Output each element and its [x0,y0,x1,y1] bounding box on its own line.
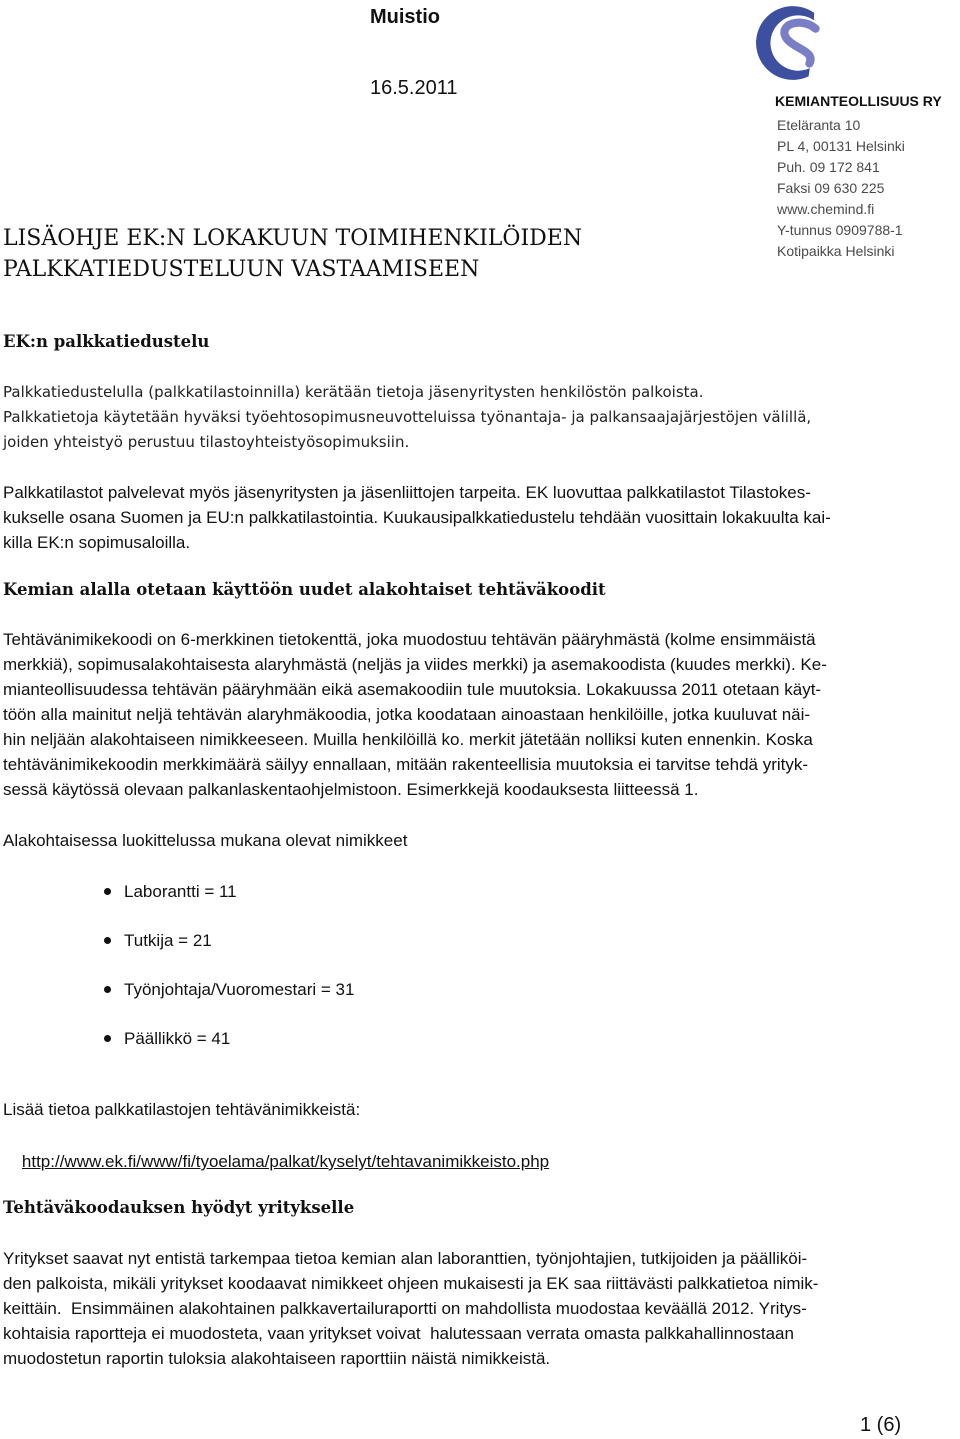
paragraph-line: kukselle osana Suomen ja EU:n palkkatilastointia. Kuukausipalkkatiedustelu tehdään vuosittain lokakuulta kai- [3,507,831,527]
document-date: 16.5.2011 [370,77,458,99]
bullet-icon [104,937,111,944]
document-title [3,223,743,285]
paragraph [3,627,943,802]
paragraph-line: mianteollisuudessa tehtävän pääryhmään eikä asemakoodiin tule muutoksia. Lokakuussa 2011 otetaan käyt- [3,679,822,699]
paragraph-line: sessä käytössä olevaan palkanlaskentaohjelmistoon. Esimerkkejä koodauksesta liitteessä 1. [3,779,699,799]
section-heading [3,330,933,354]
more-info-link-line [3,1123,943,1201]
paragraph-line: Tehtävänimikekoodi on 6-merkkinen tietokenttä, joka muodostuu tehtävän pääryhmästä (kolme ensimmäistä [3,629,816,649]
job-title-list [0,879,940,1075]
list-item [0,1026,940,1075]
list-item-text: Tutkija = 21 [124,930,212,950]
title-line: PALKKATIEDUSTELUUN VASTAAMISEEN [3,256,480,282]
section-heading-text: EK:n palkkatiedustelu [3,332,210,351]
paragraph-line: muodostetun raportin tuloksia alakohtaiseen raporttiin näistä nimikkeistä. [3,1348,551,1368]
section-heading-text: Tehtäväkoodauksen hyödyt yritykselle [3,1198,355,1217]
bullet-icon [104,888,111,895]
paragraph-line: Palkkatiedustelulla (palkkatilastoinnilla) kerätään tietoja jäsenyritysten henkilöstön palkoista. [3,382,704,401]
logo-s-shape [784,23,815,64]
list-item [0,977,940,1026]
paragraph [3,1246,943,1371]
kemianteollisuus-logo-icon [752,2,834,84]
paragraph [3,380,943,455]
tehtavanimikkeisto-link[interactable]: http://www.ek.fi/www/fi/tyoelama/palkat/kyselyt/tehtavanimikkeisto.php [21,1152,550,1171]
list-item [0,928,940,977]
paragraph-line: Palkkatilastot palvelevat myös jäsenyritysten ja jäsenliittojen tarpeita. EK luovuttaa palkkatilastot Tilastokes- [3,482,811,502]
more-info [3,1097,943,1201]
paragraph-line: Palkkatietoja käytetään hyväksi työehtosopimusneuvotteluissa työnantaja- ja palkansaajajärjestöjen välillä, [3,407,812,426]
list-item [0,879,940,928]
bullet-icon [104,1035,111,1042]
paragraph-line: hin neljään alakohtaiseen nimikkeeseen. Muilla henkilöillä ko. merkit jätetään nolliksi kuten ennenkin. Koska [3,729,813,749]
bullet-icon [104,986,111,993]
paragraph-line: kohtaisia raportteja ei muodosteta, vaan yritykset voivat halutessaan verrata omasta palkkahallinnostaan [3,1323,794,1343]
section-heading-text: Kemian alalla otetaan käyttöön uudet alakohtaiset tehtäväkoodit [3,580,606,599]
list-item-text: Päällikkö = 41 [124,1028,231,1048]
paragraph-line: keittäin. Ensimmäinen alakohtainen palkkavertailuraportti on mahdollista muodostaa keväällä 2012. Yritys- [3,1298,807,1318]
more-info-label: Lisää tietoa palkkatilastojen tehtävänimikkeistä: [3,1100,361,1119]
paragraph-line: Yritykset saavat nyt entistä tarkempaa tietoa kemian alan laboranttien, työnjohtajien, tutkijoiden ja päälliköi- [3,1248,808,1268]
address-line: www.chemind.fi [777,200,875,217]
document-type-label: Muistio [370,6,440,28]
paragraph-line: joiden yhteistyö perustuu tilastoyhteistyösopimuksiin. [3,432,410,451]
list-item-text: Laborantti = 11 [124,881,237,901]
paragraph-line: töön alla mainitut neljä tehtävän alaryhmäkoodia, jotka koodataan ainoastaan henkilöille, jotka kuuluvat näi- [3,704,811,724]
address-line: Kotipaikka Helsinki [777,242,895,259]
address-line: Y-tunnus 0909788-1 [777,221,903,238]
address-line: Puh. 09 172 841 [777,158,880,175]
paragraph-line: tehtävänimikekoodin merkkimäärä säilyy ennallaan, mitään rakenteellisia muutoksia ei tarvitse tehdä yrityk- [3,754,809,774]
page-number: 1 (6) [860,1414,902,1436]
paragraph-line: Alakohtaisessa luokittelussa mukana olevat nimikkeet [3,830,408,850]
paragraph [3,828,943,853]
section-heading [3,578,933,602]
section-heading [3,1196,933,1220]
paragraph-line: merkkiä), sopimusalakohtaisesta alaryhmästä (neljäs ja viides merkki) ja asemakoodista (kuudes merkki). Ke- [3,654,827,674]
list-item-text: Työnjohtaja/Vuoromestari = 31 [124,979,355,999]
paragraph-line: killa EK:n sopimusaloilla. [3,532,191,552]
organization-address [777,115,957,262]
address-line: PL 4, 00131 Helsinki [777,137,905,154]
paragraph [3,480,943,555]
paragraph-line: den palkoista, mikäli yritykset koodaavat nimikkeet ohjeen mukaisesti ja EK saa riittävästi palkkatietoa nimik- [3,1273,819,1293]
address-line: Eteläranta 10 [777,116,861,133]
address-line: Faksi 09 630 225 [777,179,885,196]
organization-name: KEMIANTEOLLISUUS RY [775,93,942,109]
title-line: LISÄOHJE EK:N LOKAKUUN TOIMIHENKILÖIDEN [3,225,583,251]
